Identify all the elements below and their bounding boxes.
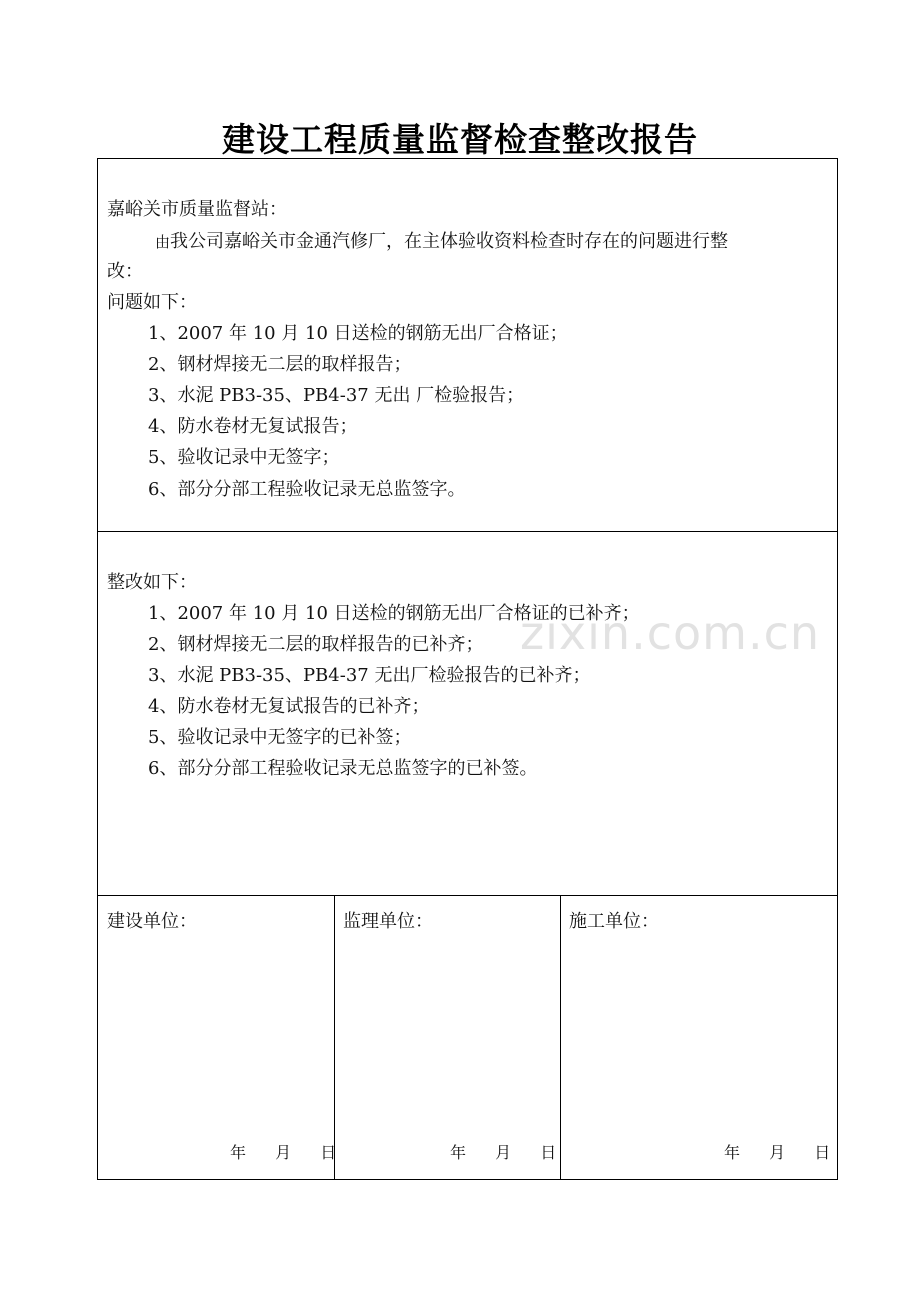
watermark: zixin.com.cn: [520, 606, 821, 660]
problem-item: 6、部分分部工程验收记录无总监签字。: [148, 479, 466, 500]
rectification-item: 2、钢材焊接无二层的取样报告的已补齐；: [148, 634, 484, 655]
rectification-item: 6、部分分部工程验收记录无总监签字的已补签。: [148, 758, 538, 779]
intro-line-1: [155, 232, 728, 252]
rectification-item: 4、防水卷材无复试报告的已补齐；: [148, 696, 430, 717]
date-year: 年: [450, 1143, 467, 1162]
date-day: 日: [320, 1143, 337, 1162]
signature-divider-2: [560, 895, 561, 1180]
rectification-item: 5、验收记录中无签字的已补签；: [148, 727, 412, 748]
intro-lead: 由: [155, 233, 171, 251]
date-month: 月: [769, 1143, 786, 1162]
date-day: 日: [540, 1143, 557, 1162]
supervision-unit-label: 监理单位：: [343, 911, 433, 932]
rectification-item: 1、2007 年 10 月 10 日送检的钢筋无出厂合格证的已补齐；: [148, 603, 640, 624]
problem-item: 1、2007 年 10 月 10 日送检的钢筋无出厂合格证；: [148, 323, 568, 344]
rectification-item: 3、水泥 PB3-35、PB4-37 无出厂检验报告的已补齐；: [148, 665, 591, 686]
intro-line-1-text: 我公司嘉峪关市金通汽修厂，在主体验收资料检查时存在的问题进行整: [170, 231, 729, 252]
addressee: 嘉峪关市质量监督站：: [107, 199, 287, 220]
date-year: 年: [724, 1143, 741, 1162]
construction-unit-label: 建设单位：: [107, 911, 197, 932]
document-title: 建设工程质量监督检查整改报告: [222, 120, 698, 159]
date-year: 年: [230, 1143, 247, 1162]
builder-unit-label: 施工单位：: [569, 911, 659, 932]
problem-item: 2、钢材焊接无二层的取样报告；: [148, 354, 412, 375]
signature-divider-1: [334, 895, 335, 1180]
builder-unit-date: [724, 1140, 830, 1163]
supervision-unit-date: [450, 1140, 556, 1163]
problem-item: 5、验收记录中无签字；: [148, 447, 340, 468]
date-day: 日: [814, 1143, 831, 1162]
problem-item: 3、水泥 PB3-35、PB4-37 无出 厂检验报告；: [148, 385, 525, 406]
construction-unit-date: [230, 1140, 336, 1163]
problem-item: 4、防水卷材无复试报告；: [148, 416, 358, 437]
date-month: 月: [495, 1143, 512, 1162]
date-month: 月: [275, 1143, 292, 1162]
problems-heading: 问题如下：: [107, 292, 197, 313]
section-divider-problems: [98, 531, 837, 532]
intro-line-2: 改：: [107, 261, 143, 282]
rectification-heading: 整改如下：: [107, 572, 197, 593]
section-divider-rectification: [98, 895, 837, 896]
